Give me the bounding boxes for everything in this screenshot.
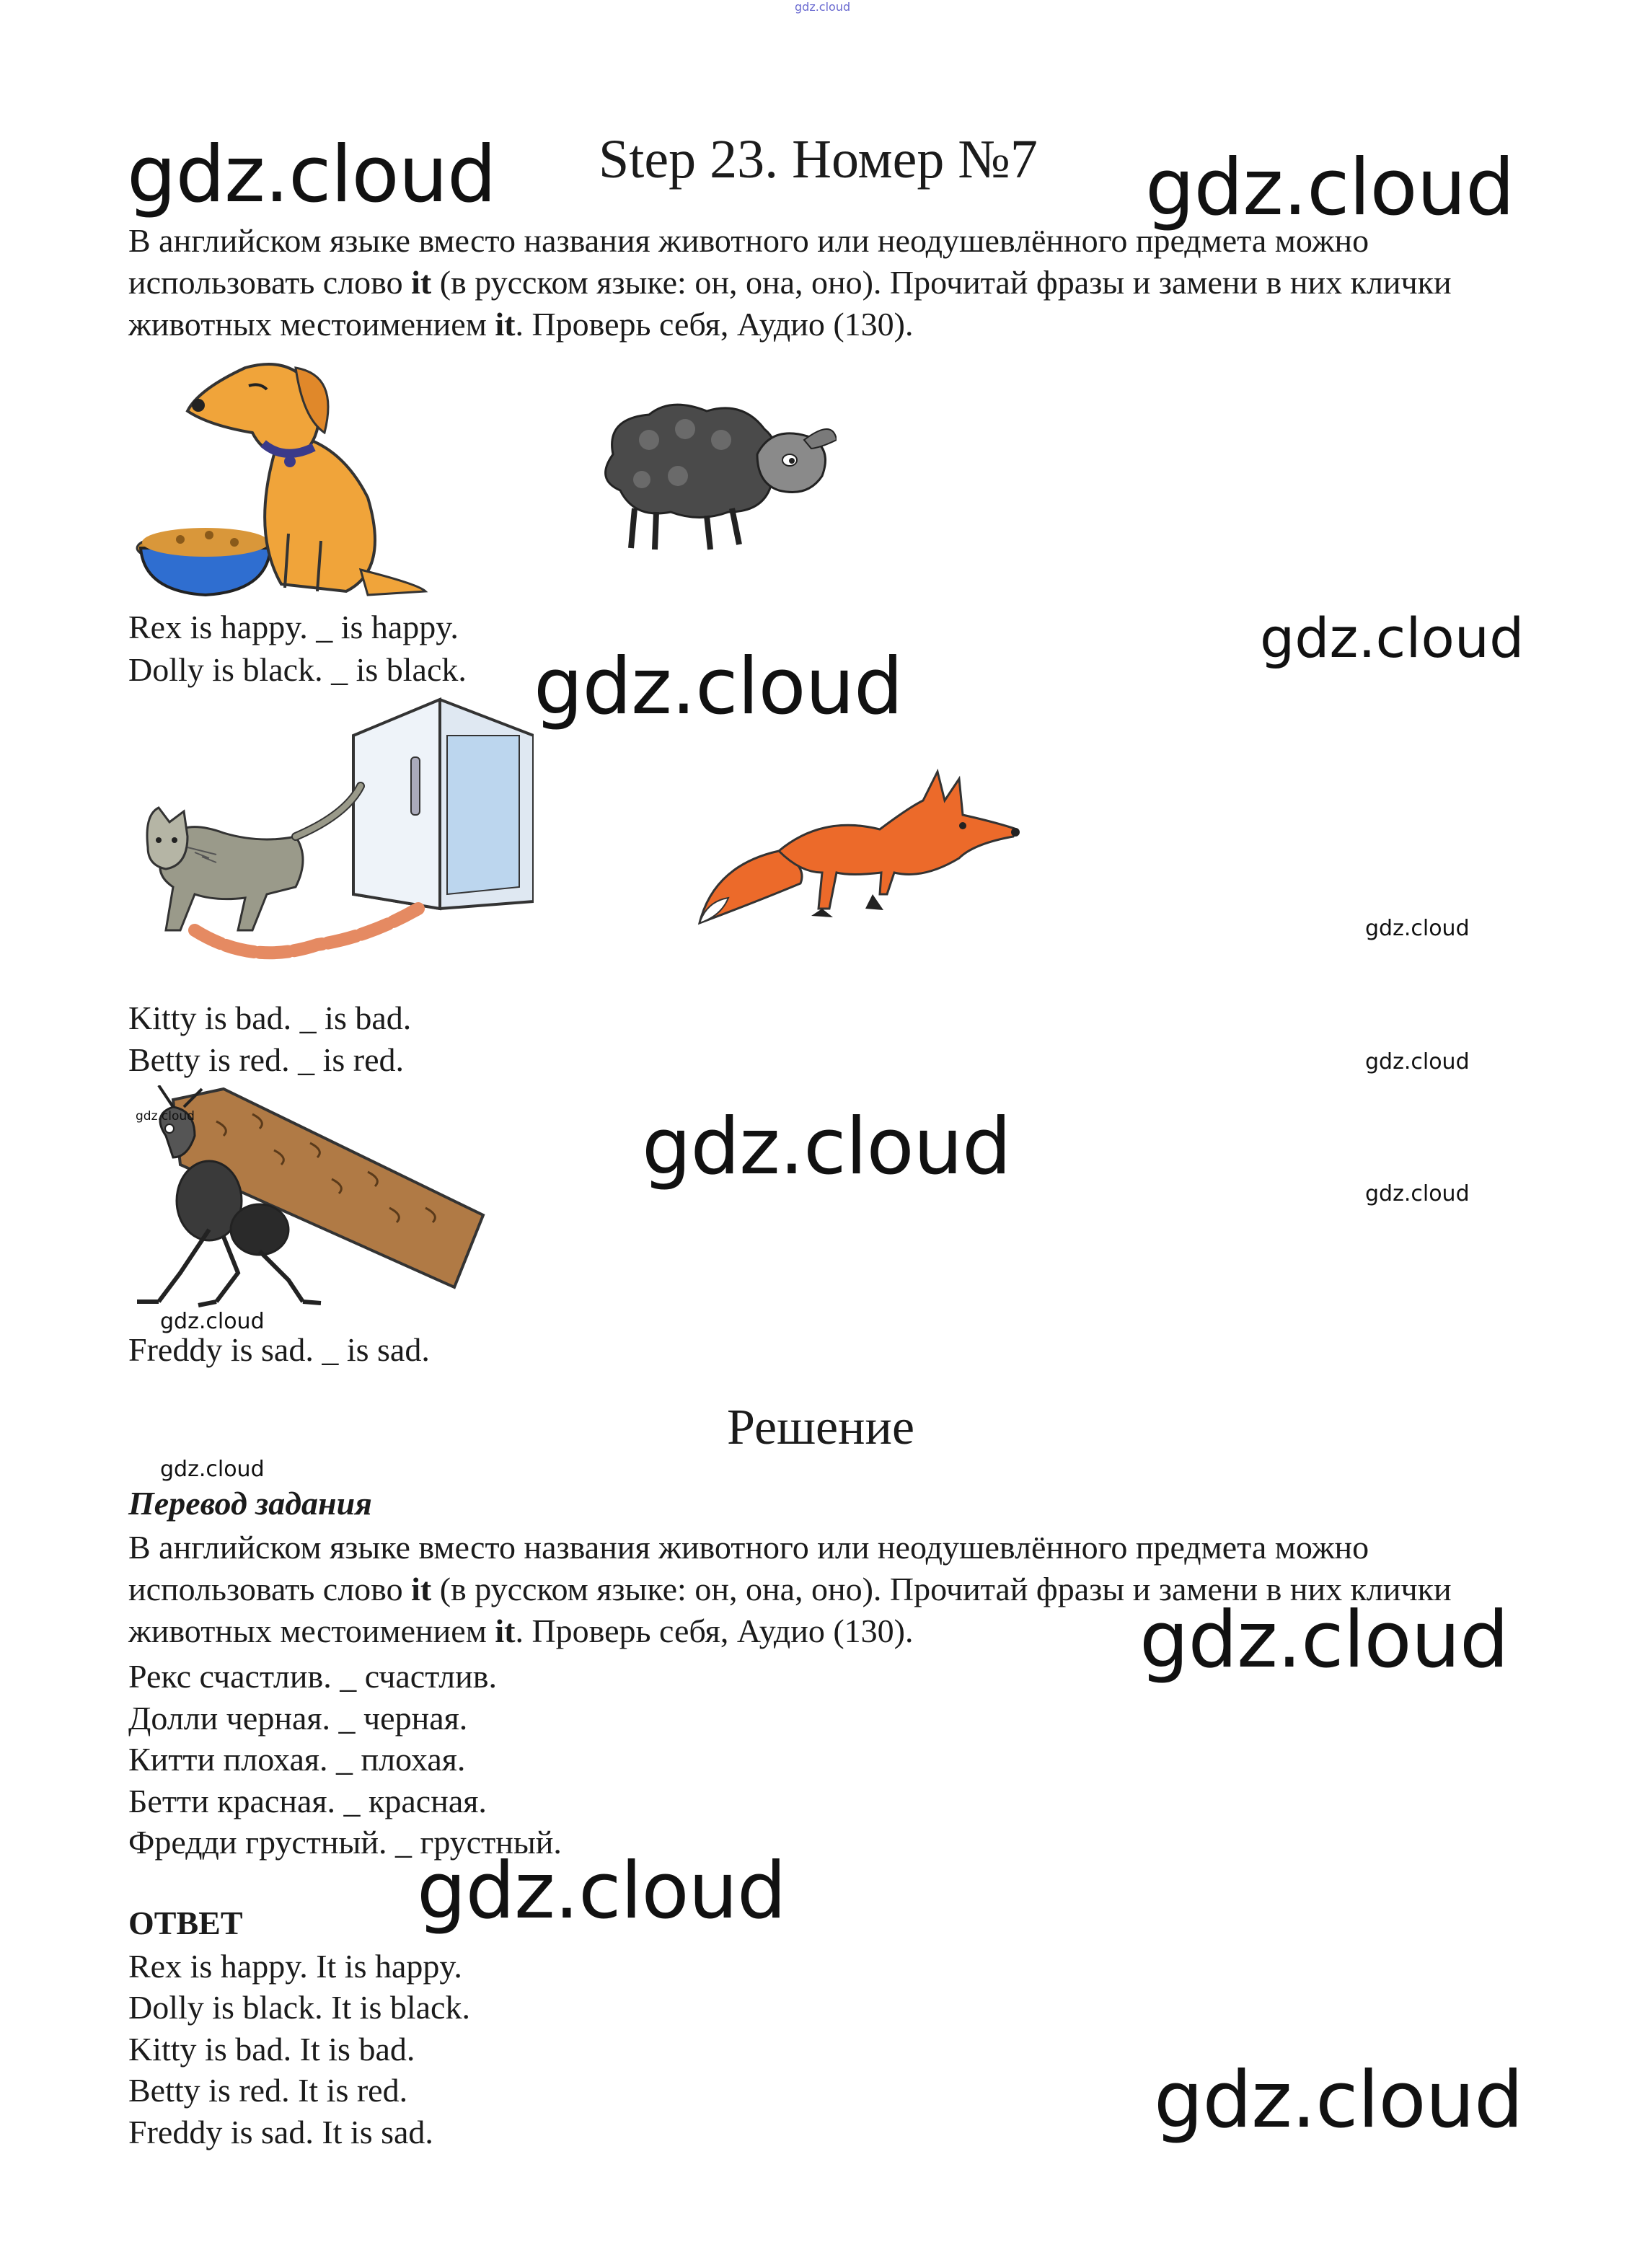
watermark: gdz.cloud bbox=[127, 130, 496, 220]
exercise-line-3: Kitty is bad. _ is bad. bbox=[128, 1000, 412, 1036]
answer-line-4: Betty is red. It is red. bbox=[128, 2072, 408, 2109]
translation-line-3: Китти плохая. _ плохая. bbox=[128, 1741, 466, 1778]
instruction-part2: (в русском языке: он, она, оно). Прочитай фразы и замени в них клички животных местоимением bbox=[128, 264, 1452, 343]
translation-line-2: Долли черная. _ черная. bbox=[128, 1700, 468, 1737]
instruction-it-2: it bbox=[495, 1612, 516, 1649]
exercise-line-1: Rex is happy. _ is happy. bbox=[128, 609, 459, 645]
answer-line-1: Rex is happy. It is happy. bbox=[128, 1948, 462, 1985]
exercise-line-4: Betty is red. _ is red. bbox=[128, 1041, 404, 1078]
answer-line-5: Freddy is sad. It is sad. bbox=[128, 2114, 433, 2150]
answer-line-2: Dolly is black. It is black. bbox=[128, 1989, 470, 2026]
instruction-it-1: it bbox=[411, 1571, 432, 1607]
watermark: gdz.cloud bbox=[160, 1457, 265, 1482]
solution-title: Решение bbox=[727, 1400, 915, 1455]
answer-heading: ОТВЕТ bbox=[128, 1905, 243, 1941]
answer-line-3: Kitty is bad. It is bad. bbox=[128, 2031, 415, 2068]
watermark: gdz.cloud bbox=[1154, 2055, 1523, 2145]
top-watermark: gdz.cloud bbox=[795, 0, 851, 14]
instruction-it-2: it bbox=[495, 306, 516, 343]
watermark: gdz.cloud bbox=[1139, 1595, 1509, 1685]
instruction-it-1: it bbox=[411, 264, 432, 301]
watermark: gdz.cloud bbox=[136, 1109, 195, 1124]
instruction-part1: В английском языке вместо названия животного или неодушевлённого предмета можно использовать слово bbox=[128, 1529, 1369, 1607]
translation-heading: Перевод задания bbox=[128, 1485, 372, 1522]
watermark: gdz.cloud bbox=[642, 1102, 1011, 1192]
cat-fridge-illustration bbox=[130, 692, 534, 995]
instruction-part3: . Проверь себя, Аудио (130). bbox=[515, 306, 914, 343]
exercise-line-5: Freddy is sad. _ is sad. bbox=[128, 1331, 430, 1368]
watermark: gdz.cloud bbox=[417, 1846, 786, 1936]
translation-line-5: Фредди грустный. _ грустный. bbox=[128, 1824, 562, 1861]
watermark: gdz.cloud bbox=[1145, 143, 1514, 233]
instruction-part3: . Проверь себя, Аудио (130). bbox=[515, 1612, 914, 1649]
watermark: gdz.cloud bbox=[160, 1309, 265, 1334]
instruction-part2: (в русском языке: он, она, оно). Прочитай фразы и замени в них клички животных местоимением bbox=[128, 1571, 1452, 1649]
fox-illustration bbox=[692, 757, 1024, 937]
page-title: Step 23. Номер №7 bbox=[599, 129, 1038, 190]
sheep-illustration bbox=[591, 397, 837, 555]
watermark: gdz.cloud bbox=[1260, 606, 1525, 670]
instruction-part1: В английском языке вместо названия животного или неодушевлённого предмета можно использовать слово bbox=[128, 222, 1369, 301]
exercise-line-2: Dolly is black. _ is black. bbox=[128, 651, 467, 688]
instruction-text bbox=[128, 220, 1527, 345]
translation-line-1: Рекс счастлив. _ счастлив. bbox=[128, 1658, 497, 1695]
translation-line-4: Бетти красная. _ красная. bbox=[128, 1783, 487, 1819]
watermark: gdz.cloud bbox=[1365, 1049, 1470, 1075]
watermark: gdz.cloud bbox=[1365, 1181, 1470, 1206]
watermark: gdz.cloud bbox=[534, 642, 903, 732]
watermark: gdz.cloud bbox=[1365, 916, 1470, 941]
dog-illustration bbox=[130, 353, 433, 602]
